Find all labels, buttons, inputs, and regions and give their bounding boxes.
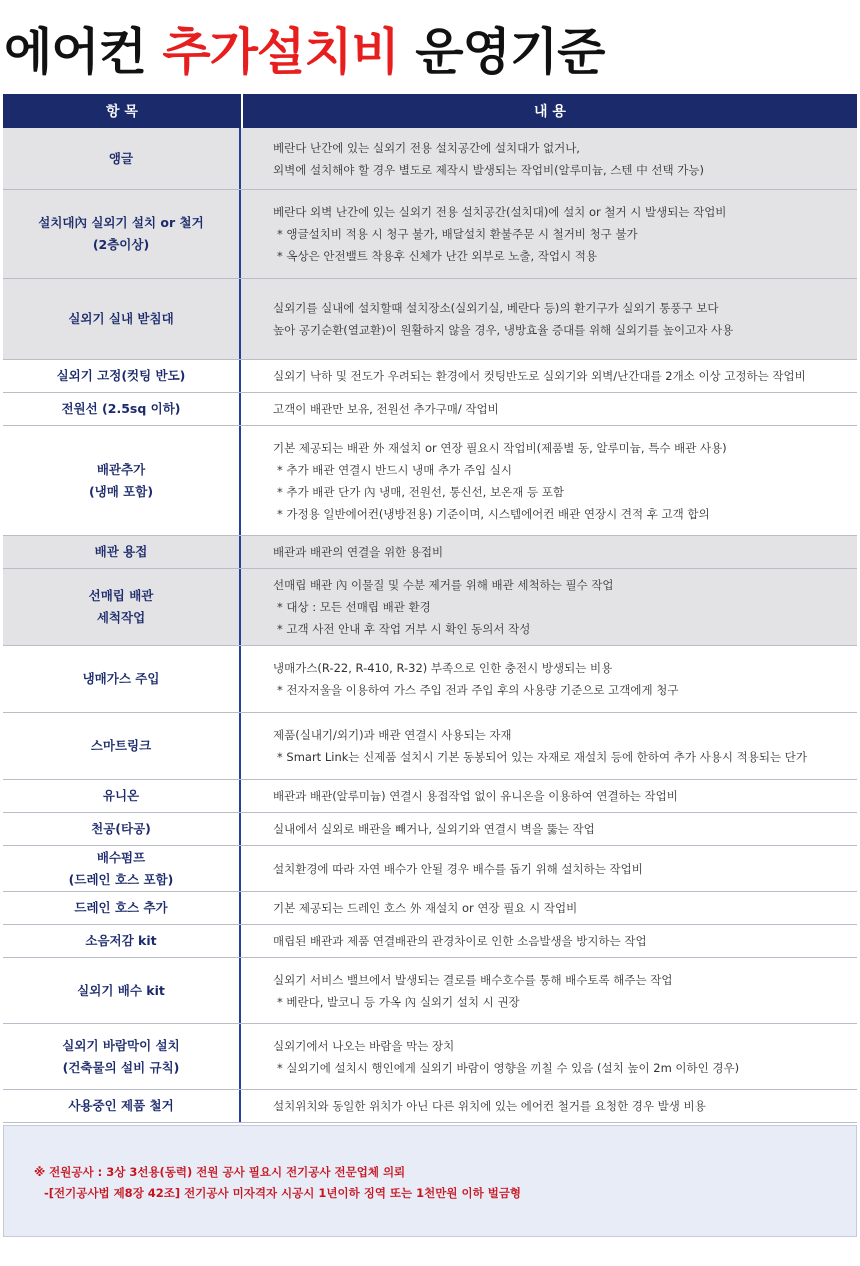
row-item-line: 앵글	[108, 150, 134, 166]
row-content	[241, 1090, 857, 1122]
row-item-line: (2층이상)	[92, 237, 150, 252]
notice-line-1: ※ 전원공사 : 3상 3선용(동력) 전원 공사 필요시 전기공사 전문업체 의뢰	[34, 1165, 406, 1179]
row-content-line: 배관과 배관의 연결을 위한 용접비	[273, 545, 444, 559]
row-content-line: 실외기에서 나오는 바람을 막는 장치	[273, 1038, 455, 1053]
header-content: 내 용	[534, 104, 566, 120]
row-item	[3, 426, 241, 535]
table-row	[3, 128, 857, 190]
table-row	[3, 393, 857, 426]
table-row	[3, 713, 857, 780]
row-content-line: 실외기를 실내에 설치할때 설치장소(실외기실, 베란다 등)의 환기구가 실외기 통풍구 보다	[273, 301, 719, 315]
row-item-line: (드레인 호스 포함)	[68, 871, 174, 887]
table-body	[3, 128, 857, 1123]
page-title	[4, 18, 604, 86]
row-item	[3, 569, 241, 645]
row-content-line: * 추가 배관 단가 內 냉매, 전원선, 통신선, 보온재 등 포함	[277, 484, 564, 499]
row-item	[3, 279, 241, 359]
row-content-line: 베란다 난간에 있는 실외기 전용 설치공간에 설치대가 없거나,	[273, 140, 580, 155]
row-content-line: * Smart Link는 신제품 설치시 기본 동봉되어 있는 자재로 재설치 등에 한하여 추가 사용시 적용되는 단가	[277, 750, 807, 764]
row-content-line: * 추가 배관 연결시 반드시 냉매 추가 주입 실시	[277, 462, 512, 477]
row-content	[241, 813, 857, 845]
row-content-line: 고객이 배관만 보유, 전원선 추가구매/ 작업비	[273, 402, 499, 416]
row-content	[241, 958, 857, 1023]
row-content-line: * 실외기에 설치시 행인에게 실외기 바람이 영향을 끼칠 수 있음 (설치 높이 2m 이하인 경우)	[277, 1060, 740, 1075]
table-row	[3, 780, 857, 813]
row-item-line: 실외기 바람막이 설치	[62, 1037, 180, 1053]
row-item	[3, 846, 241, 891]
row-item-line: 배수펌프	[96, 849, 146, 865]
table-row	[3, 190, 857, 279]
row-item-line: 실외기 실내 받침대	[68, 311, 174, 326]
row-content-line: * 앵글설치비 적용 시 청구 불가, 배달설치 환불주문 시 철거비 청구 불가	[277, 227, 638, 241]
row-item-line: 드레인 호스 추가	[74, 900, 168, 915]
row-content-line: 설치환경에 따라 자연 배수가 안될 경우 배수를 돕기 위해 설치하는 작업비	[273, 861, 643, 876]
row-content-line: 실내에서 실외로 배관을 빼거나, 실외기와 연결시 벽을 뚫는 작업	[273, 822, 595, 836]
row-content	[241, 892, 857, 924]
row-item-line: 소음저감 kit	[85, 933, 157, 948]
table-row	[3, 279, 857, 360]
row-item-line: 실외기 배수 kit	[77, 982, 165, 998]
row-content	[241, 780, 857, 812]
row-item	[3, 536, 241, 568]
row-content	[241, 190, 857, 278]
row-item	[3, 780, 241, 812]
notice-box	[3, 1125, 857, 1237]
row-item	[3, 128, 241, 189]
table-row	[3, 892, 857, 925]
row-item-line: 설치대內 실외기 설치 or 철거	[38, 215, 204, 230]
row-content-line: 베란다 외벽 난간에 있는 실외기 전용 설치공간(설치대)에 설치 or 철거 시 발생되는 작업비	[273, 205, 727, 219]
row-item	[3, 190, 241, 278]
row-item	[3, 1024, 241, 1089]
row-content-line: 외벽에 설치해야 할 경우 별도로 제작시 발생되는 작업비(알루미늄, 스텐 中 선택 가능)	[273, 162, 704, 177]
header-item: 항 목	[3, 94, 243, 128]
row-item	[3, 925, 241, 957]
row-content-line: 매립된 배관과 제품 연결배관의 관경차이로 인한 소음발생을 방지하는 작업	[273, 934, 647, 948]
table-row	[3, 646, 857, 713]
row-item-line: 실외기 고정(컷팅 반도)	[56, 368, 186, 383]
notice-line-2: -[전기공사법 제8장 42조] 전기공사 미자격자 시공시 1년이하 징역 또는 1천만원 이하 벌금형	[44, 1186, 522, 1200]
table-row	[3, 1090, 857, 1123]
row-content-line: 기본 제공되는 배관 外 재설치 or 연장 필요시 작업비(제품별 동, 알루미늄, 특수 배관 사용)	[273, 440, 727, 455]
row-content	[241, 646, 857, 712]
row-content	[241, 279, 857, 359]
table-row	[3, 846, 857, 892]
row-content-line: * 고객 사전 안내 후 작업 거부 시 확인 동의서 작성	[277, 622, 531, 636]
row-content	[241, 846, 857, 891]
row-content-line: * 전자저울을 이용하여 가스 주입 전과 주입 후의 사용량 기준으로 고객에게 청구	[277, 683, 679, 697]
row-item	[3, 360, 241, 392]
title-highlight: 추가설치비	[162, 23, 399, 81]
table-header	[3, 94, 857, 128]
row-item	[3, 393, 241, 425]
row-content-line: 제품(실내기/외기)과 배관 연결시 사용되는 자재	[273, 728, 512, 742]
table-row	[3, 360, 857, 393]
row-content-line: 냉매가스(R-22, R-410, R-32) 부족으로 인한 충전시 방생되는 비용	[273, 661, 613, 675]
row-item-line: (냉매 포함)	[88, 483, 154, 499]
row-item-line: 유니온	[102, 788, 140, 803]
table-row	[3, 813, 857, 846]
row-content-line: 실외기 낙하 및 전도가 우려되는 환경에서 컷팅반도로 실외기와 외벽/난간대를 2개소 이상 고정하는 작업비	[273, 369, 806, 383]
row-content	[241, 426, 857, 535]
row-content-line: * 대상 : 모든 선매립 배관 환경	[277, 600, 431, 614]
row-content-line: 배관과 배관(알루미늄) 연결시 용접작업 없이 유니온을 이용하여 연결하는 작업비	[273, 789, 678, 803]
row-content	[241, 128, 857, 189]
row-content-line: 실외기 서비스 밸브에서 발생되는 결로를 배수호수를 통해 배수토록 해주는 작업	[273, 972, 673, 987]
row-item-line: 선매립 배관	[88, 588, 154, 603]
table-row	[3, 536, 857, 569]
row-item-line: 사용중인 제품 철거	[68, 1098, 174, 1113]
row-content	[241, 925, 857, 957]
row-content-line: * 옥상은 안전밸트 착용후 신체가 난간 외부로 노출, 작업시 적용	[277, 249, 598, 263]
row-content-line: * 베란다, 발코니 등 가옥 內 실외기 설치 시 권장	[277, 994, 520, 1009]
row-item	[3, 813, 241, 845]
row-content-line: 설치위치와 동일한 위치가 아닌 다른 위치에 있는 에어컨 철거를 요청한 경우 발생 비용	[273, 1099, 706, 1113]
row-content	[241, 536, 857, 568]
row-content-line: * 가정용 일반에어컨(냉방전용) 기준이며, 시스템에어컨 배관 연장시 견적 후 고객 합의	[277, 506, 710, 521]
row-item-line: 배관추가	[96, 461, 146, 477]
row-item-line: 냉매가스 주입	[82, 671, 160, 686]
row-content	[241, 393, 857, 425]
row-item	[3, 1090, 241, 1122]
table-row	[3, 569, 857, 646]
table-row	[3, 1024, 857, 1090]
row-content-line: 선매립 배관 內 이물질 및 수분 제거를 위해 배관 세척하는 필수 작업	[273, 578, 614, 592]
fee-table	[3, 94, 857, 1123]
row-item	[3, 892, 241, 924]
row-item-line: 천공(타공)	[91, 821, 151, 836]
table-row	[3, 426, 857, 536]
row-item	[3, 958, 241, 1023]
table-row	[3, 925, 857, 958]
row-item	[3, 646, 241, 712]
row-item-line: 세척작업	[96, 610, 146, 625]
row-content	[241, 360, 857, 392]
row-content	[241, 713, 857, 779]
table-row	[3, 958, 857, 1024]
row-content-line: 기본 제공되는 드레인 호스 外 재설치 or 연장 필요 시 작업비	[273, 901, 578, 915]
row-content	[241, 569, 857, 645]
row-item-line: 전원선 (2.5sq 이하)	[61, 401, 181, 416]
row-item-line: (건축물의 설비 규칙)	[62, 1059, 180, 1075]
row-item	[3, 713, 241, 779]
title-part1: 에어컨	[4, 23, 146, 81]
row-item-line: 배관 용접	[94, 544, 148, 559]
row-content	[241, 1024, 857, 1089]
title-part3: 운영기준	[415, 23, 605, 81]
row-item-line: 스마트링크	[90, 738, 152, 753]
row-content-line: 높아 공기순환(열교환)이 원활하지 않을 경우, 냉방효율 증대를 위해 실외기를 높이고자 사용	[273, 323, 734, 337]
